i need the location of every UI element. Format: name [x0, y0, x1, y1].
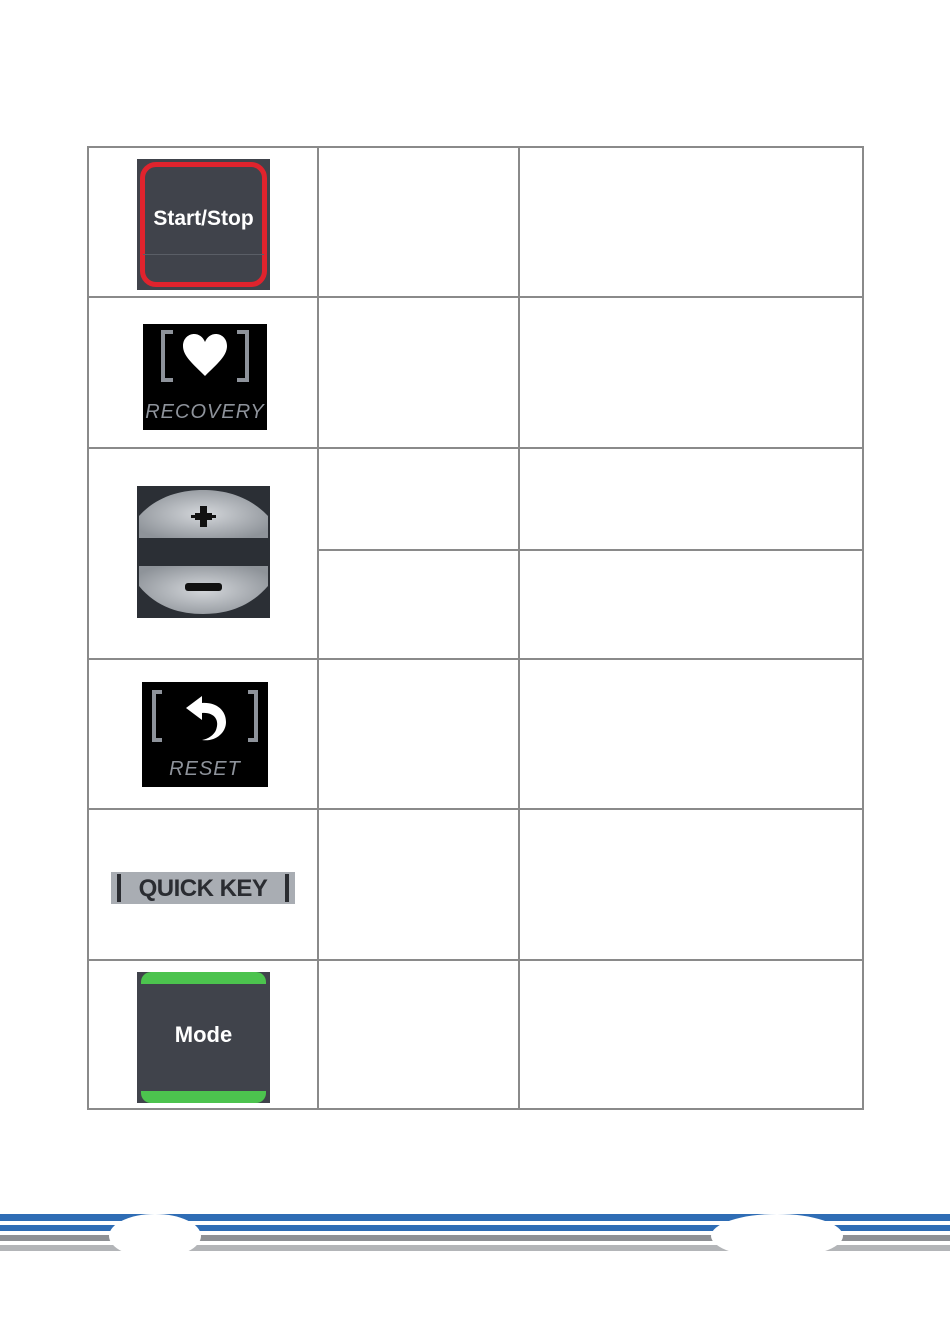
- minus-icon: [185, 583, 222, 591]
- reset-label: RESET: [169, 758, 241, 780]
- quick-key-label: QUICK KEY: [138, 875, 268, 902]
- footer-stripes: [0, 1210, 950, 1260]
- start-stop-label: Start/Stop: [153, 207, 254, 230]
- recovery-label: RECOVERY: [145, 401, 265, 423]
- mode-label: Mode: [174, 1022, 233, 1047]
- recovery-key-icon: [143, 324, 267, 430]
- key-function-table: [87, 146, 864, 1110]
- start-stop-key-icon: [137, 159, 270, 290]
- heart-icon: [143, 324, 267, 394]
- reset-key-icon: [142, 682, 268, 787]
- reset-arrow-icon: [142, 682, 268, 752]
- row-divider: [89, 808, 862, 810]
- mode-key-icon: [137, 972, 270, 1103]
- row-divider: [89, 959, 862, 961]
- quick-key-label-icon: [111, 872, 295, 904]
- row-divider: [89, 296, 862, 298]
- column-divider: [317, 148, 319, 1108]
- row-divider: [317, 549, 862, 551]
- column-divider: [518, 148, 520, 1108]
- plus-minus-keys-icon: [137, 486, 270, 618]
- row-divider: [89, 658, 862, 660]
- row-divider: [89, 447, 862, 449]
